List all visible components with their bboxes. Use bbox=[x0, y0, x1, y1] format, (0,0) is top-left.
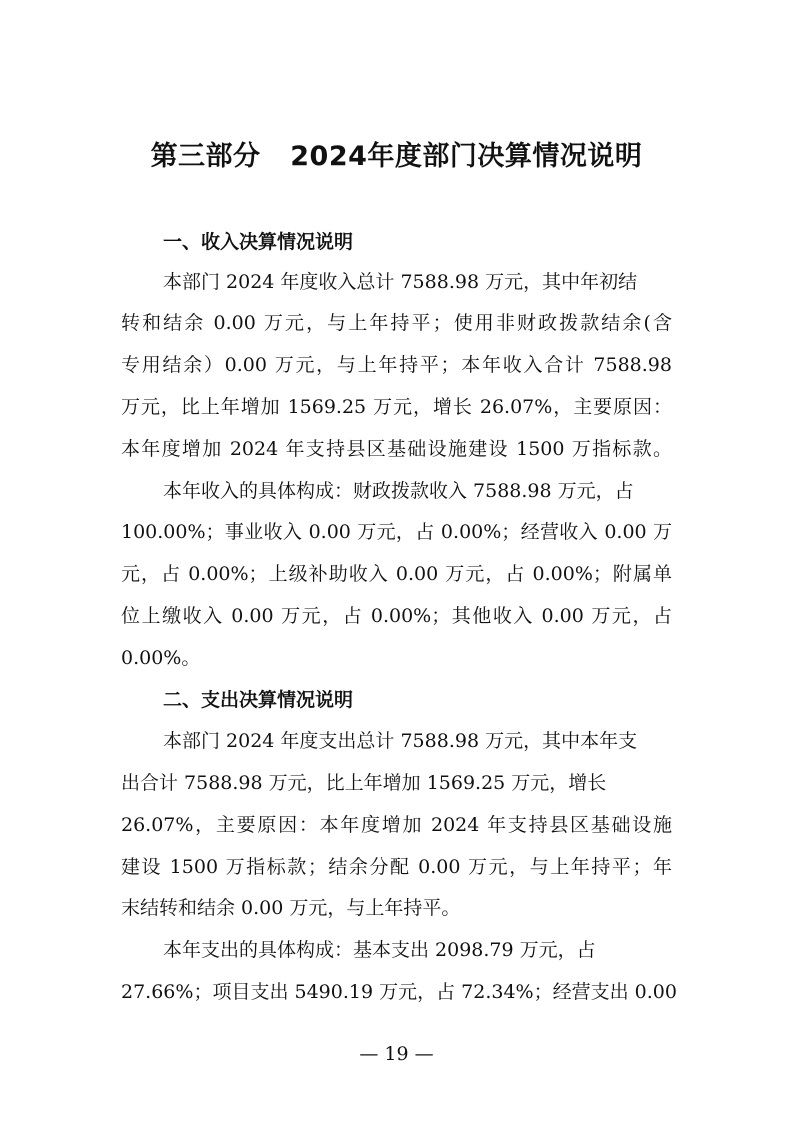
page-number: — 19 — bbox=[359, 1043, 434, 1065]
paragraph-line: 27.66%；项目支出 5490.19 万元，占 72.34%；经营支出 0.00 bbox=[121, 981, 677, 1003]
paragraph-line: 本年度增加 2024 年支持县区基础设施建设 1500 万指标款。 bbox=[121, 438, 672, 460]
paragraph-line: 本部门 2024 年度支出总计 7588.98 万元，其中本年支 bbox=[163, 730, 638, 752]
paragraph-line: 本年支出的具体构成：基本支出 2098.79 万元，占 bbox=[163, 939, 596, 961]
paragraph-line: 元，占 0.00%；上级补助收入 0.00 万元，占 0.00%；附属单 bbox=[121, 563, 672, 585]
section-heading-income: 一、收入决算情况说明 bbox=[163, 231, 354, 253]
paragraph-line: 专用结余）0.00 万元，与上年持平；本年收入合计 7588.98 bbox=[121, 354, 672, 376]
paragraph-line: 100.00%；事业收入 0.00 万元，占 0.00%；经营收入 0.00 万 bbox=[121, 521, 672, 543]
paragraph-line: 本年收入的具体构成：财政拨款收入 7588.98 万元，占 bbox=[163, 480, 634, 502]
page-title: 第三部分 2024年度部门决算情况说明 bbox=[150, 141, 643, 172]
paragraph-line: 0.00%。 bbox=[121, 647, 201, 669]
paragraph-line: 出合计 7588.98 万元，比上年增加 1569.25 万元，增长 bbox=[121, 772, 607, 794]
paragraph-line: 位上缴收入 0.00 万元，占 0.00%；其他收入 0.00 万元，占 bbox=[121, 605, 672, 627]
paragraph-line: 转和结余 0.00 万元，与上年持平；使用非财政拨款结余(含 bbox=[121, 312, 672, 334]
paragraph-line: 本部门 2024 年度收入总计 7588.98 万元，其中年初结 bbox=[163, 271, 638, 293]
section-heading-expenditure: 二、支出决算情况说明 bbox=[163, 689, 354, 711]
paragraph-line: 26.07%，主要原因：本年度增加 2024 年支持县区基础设施 bbox=[121, 814, 672, 836]
paragraph-line: 建设 1500 万指标款；结余分配 0.00 万元，与上年持平；年 bbox=[121, 856, 672, 878]
paragraph-line: 末结转和结余 0.00 万元，与上年持平。 bbox=[121, 897, 461, 919]
paragraph-line: 万元，比上年增加 1569.25 万元，增长 26.07%，主要原因： bbox=[121, 396, 672, 418]
